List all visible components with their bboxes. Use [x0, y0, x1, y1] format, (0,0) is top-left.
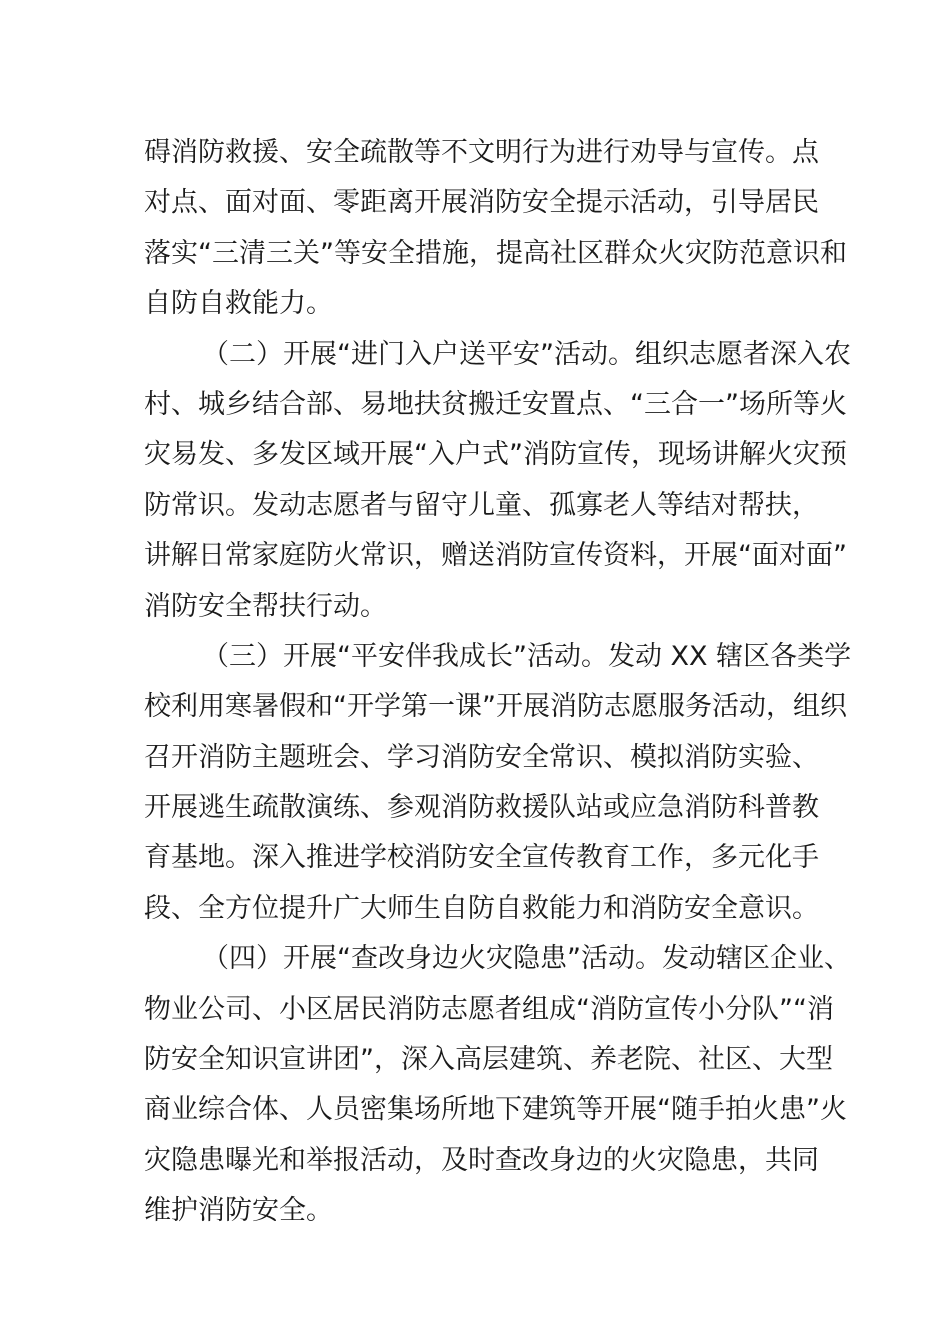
- paragraph-3-line-2: 校利用寒暑假和“开学第一课”开展消防志愿服务活动，组织: [144, 691, 847, 723]
- paragraph-2-line-1: （二）开展“进门入户送平安”活动。组织志愿者深入农: [202, 338, 851, 370]
- paragraph-4-line-5: 灾隐患曝光和举报活动，及时查改身边的火灾隐患，共同: [144, 1144, 819, 1176]
- paragraph-3-line-4: 开展逃生疏散演练、参观消防救援队站或应急消防科普教: [144, 792, 819, 824]
- paragraph-2-line-5: 讲解日常家庭防火常识，赠送消防宣传资料，开展“面对面”: [144, 540, 847, 572]
- paragraph-2-line-4: 防常识。发动志愿者与留守儿童、孤寡老人等结对帮扶，: [144, 489, 819, 521]
- paragraph-1-line-2: 对点、面对面、零距离开展消防安全提示活动，引导居民: [144, 187, 819, 219]
- paragraph-2-line-3: 灾易发、多发区域开展“入户式”消防宣传，现场讲解火灾预: [144, 439, 847, 471]
- paragraph-3-line-3: 召开消防主题班会、学习消防安全常识、模拟消防实验、: [144, 741, 819, 773]
- paragraph-4-line-4: 商业综合体、人员密集场所地下建筑等开展“随手拍火患”火: [144, 1094, 847, 1126]
- paragraph-4-line-1: （四）开展“查改身边火灾隐患”活动。发动辖区企业、: [202, 943, 851, 975]
- paragraph-1-line-3: 落实“三清三关”等安全措施，提高社区群众火灾防范意识和: [144, 237, 847, 269]
- paragraph-3-line-1: （三）开展“平安伴我成长”活动。发动 XX 辖区各类学: [202, 640, 852, 672]
- paragraph-1-line-4: 自防自救能力。: [144, 288, 333, 320]
- paragraph-4-line-6: 维护消防安全。: [144, 1195, 333, 1227]
- paragraph-3-line-5: 育基地。深入推进学校消防安全宣传教育工作，多元化手: [144, 842, 819, 874]
- paragraph-2-line-2: 村、城乡结合部、易地扶贫搬迁安置点、“三合一”场所等火: [144, 388, 847, 420]
- paragraph-4-line-2: 物业公司、小区居民消防志愿者组成“消防宣传小分队”“消: [144, 993, 834, 1025]
- paragraph-4-line-3: 防安全知识宣讲团”，深入高层建筑、养老院、社区、大型: [144, 1044, 833, 1076]
- paragraph-2-line-6: 消防安全帮扶行动。: [144, 590, 387, 622]
- document-body: [144, 128, 852, 1237]
- paragraph-3-line-6: 段、全方位提升广大师生自防自救能力和消防安全意识。: [144, 892, 819, 924]
- paragraph-1-line-1: 碍消防救援、安全疏散等不文明行为进行劝导与宣传。点: [144, 137, 819, 168]
